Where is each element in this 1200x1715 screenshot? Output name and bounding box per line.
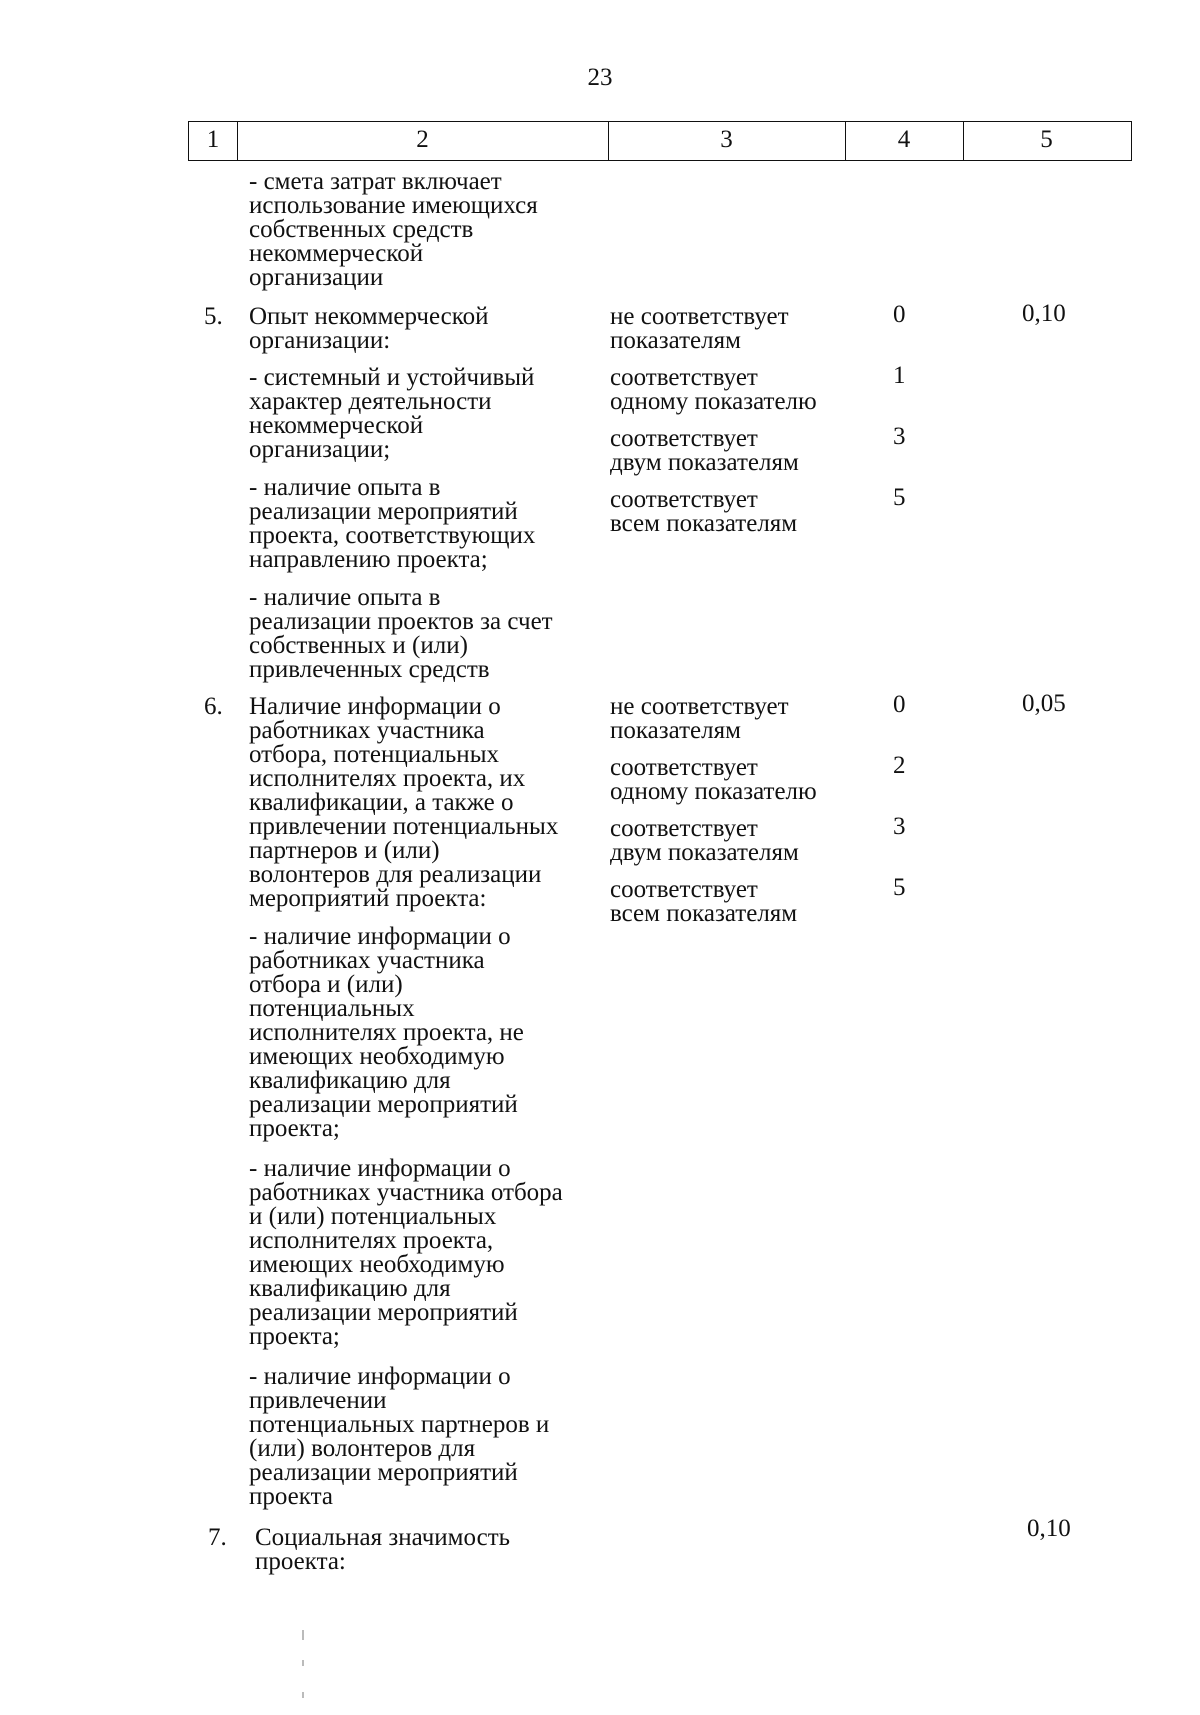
row-subitem: - наличие опыта в реализации проектов за счет собственных и (или) привлеченных средств <box>249 584 553 683</box>
intro-subitem: - смета затрат включает использование имеющихся собственных средств некоммерческой организации <box>249 168 538 291</box>
criterion-label: соответствует всем показателям <box>610 876 798 927</box>
criterion-score: 5 <box>893 874 906 901</box>
table-header-row <box>188 121 1132 161</box>
row-title: Наличие информации о работниках участника отбора, потенциальных исполнителях проекта, их квалификации, а также о привлечении потенциальных партнеров и (или) волонтеров для реализации мероприятий проекта: <box>249 693 559 912</box>
criterion-label: не соответствует показателям <box>610 303 789 354</box>
row-number: 6. <box>204 693 223 720</box>
row-subitem: - системный и устойчивый характер деятельности некоммерческой организации; <box>249 364 535 463</box>
scan-dots <box>300 1630 306 1706</box>
criterion-score: 1 <box>893 362 906 389</box>
criterion-label: соответствует двум показателям <box>610 815 799 866</box>
row-title: Социальная значимость проекта: <box>255 1524 511 1575</box>
row-number: 5. <box>204 303 223 330</box>
row-weight: 0,05 <box>1022 690 1066 717</box>
criterion-score: 2 <box>893 752 906 779</box>
row-weight: 0,10 <box>1022 300 1066 327</box>
row-subitem: - наличие информации о работниках участника отбора и (или) потенциальных исполнителях проекта, имеющих необходимую квалификацию для реализации мероприятий проекта; <box>249 1155 563 1350</box>
header-cell-2: 2 <box>416 126 429 153</box>
header-cell-3: 3 <box>720 126 733 153</box>
page-number: 23 <box>587 64 613 91</box>
criterion-label: соответствует всем показателям <box>610 486 798 537</box>
criterion-score: 0 <box>893 301 906 328</box>
row-number: 7. <box>208 1524 227 1551</box>
header-cell-4: 4 <box>897 126 911 153</box>
criterion-label: не соответствует показателям <box>610 693 789 744</box>
row-subitem: - наличие информации о привлечении потенциальных партнеров и (или) волонтеров для реализации мероприятий проекта <box>249 1363 550 1510</box>
row-title: Опыт некоммерческой организации: <box>249 303 489 354</box>
criterion-score: 0 <box>893 691 906 718</box>
criterion-score: 3 <box>893 813 906 840</box>
criterion-label: соответствует одному показателю <box>610 364 817 415</box>
row-subitem: - наличие информации о работниках участника отбора и (или) потенциальных исполнителях проекта, не имеющих необходимую квалификацию для реализации мероприятий проекта; <box>249 923 524 1142</box>
criterion-label: соответствует одному показателю <box>610 754 817 805</box>
header-cell-5: 5 <box>1040 126 1053 153</box>
row-weight: 0,10 <box>1027 1515 1071 1542</box>
scan-artifact-marks <box>300 1630 306 1715</box>
criterion-label: соответствует двум показателям <box>610 425 799 476</box>
criterion-score: 5 <box>893 484 906 511</box>
header-cell-1: 1 <box>206 126 220 153</box>
row-subitem: - наличие опыта в реализации мероприятий проекта, соответствующих направлению проекта; <box>249 474 536 573</box>
criterion-score: 3 <box>893 423 906 450</box>
